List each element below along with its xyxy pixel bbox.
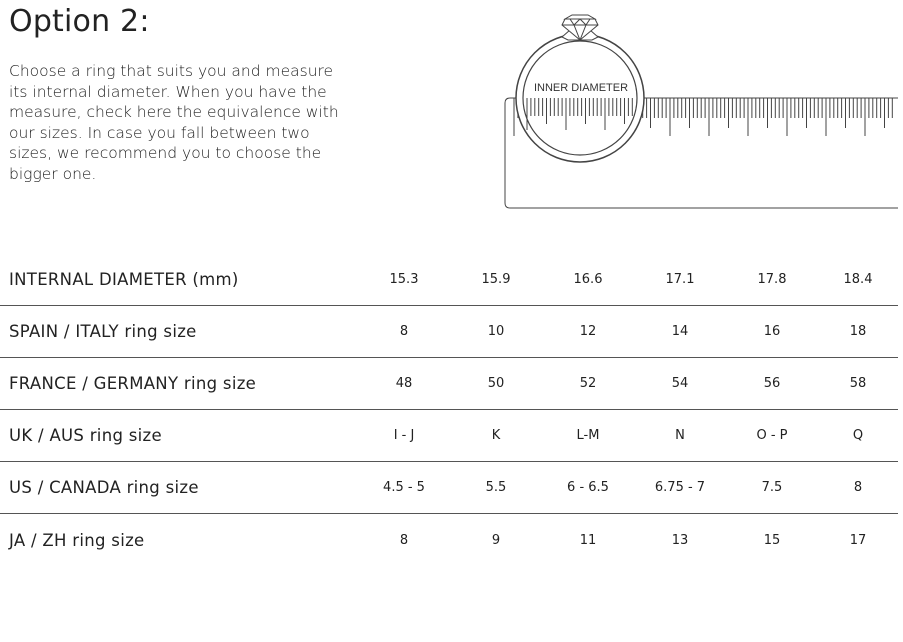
- size-cell: I - J: [358, 410, 450, 462]
- row-label: US / CANADA ring size: [0, 462, 358, 514]
- size-cell: Q: [818, 410, 898, 462]
- size-cell: 8: [358, 306, 450, 358]
- size-cell: K: [450, 410, 542, 462]
- row-label: INTERNAL DIAMETER (mm): [0, 254, 358, 306]
- size-cell: 8: [399, 532, 409, 548]
- size-cell: O - P: [726, 410, 818, 462]
- size-cell: 17.1: [634, 254, 726, 306]
- ring-size-table: [0, 254, 898, 566]
- size-cell: 52: [542, 358, 634, 410]
- ring-measure-illustration: [500, 10, 900, 210]
- page-title: Option 2:: [9, 4, 150, 39]
- size-cell: 15.9: [450, 254, 542, 306]
- size-cell: 16: [726, 306, 818, 358]
- table-row: [0, 462, 898, 514]
- diamond-icon: [562, 15, 598, 40]
- row-label: JA / ZH ring size: [9, 530, 145, 550]
- size-cell: 18.4: [818, 254, 898, 306]
- size-cell: 4.5 - 5: [358, 462, 450, 514]
- inner-diameter-label: INNER DIAMETER: [533, 82, 629, 94]
- table-row: [0, 410, 898, 462]
- size-cell: 58: [818, 358, 898, 410]
- size-cell: 14: [634, 306, 726, 358]
- instructions-text: Choose a ring that suits you and measure its internal diameter. When you have the measure, check here the equivalence with our sizes. In case you fall between two sizes, we recommend you to choose the bigger one.: [9, 62, 339, 183]
- row-label: SPAIN / ITALY ring size: [0, 306, 358, 358]
- size-cell: 15.3: [358, 254, 450, 306]
- size-cell: 12: [542, 306, 634, 358]
- size-cell: N: [634, 410, 726, 462]
- size-cell: 13: [671, 532, 689, 548]
- table-row: [0, 514, 898, 567]
- size-cell: 15: [763, 532, 781, 548]
- size-cell: 17: [849, 532, 867, 548]
- size-cell: 50: [450, 358, 542, 410]
- size-cell: 54: [634, 358, 726, 410]
- table-row: [0, 358, 898, 410]
- table-row: [0, 254, 898, 306]
- size-cell: 8: [818, 462, 898, 514]
- table-row: [0, 306, 898, 358]
- size-cell: 6 - 6.5: [542, 462, 634, 514]
- size-cell: 9: [491, 532, 501, 548]
- row-label: FRANCE / GERMANY ring size: [0, 358, 358, 410]
- size-cell: 10: [450, 306, 542, 358]
- size-cell: 5.5: [450, 462, 542, 514]
- size-cell: 6.75 - 7: [634, 462, 726, 514]
- size-cell: 17.8: [726, 254, 818, 306]
- size-cell: L-M: [542, 410, 634, 462]
- size-cell: 7.5: [726, 462, 818, 514]
- ring-icon: [516, 34, 644, 162]
- size-cell: 18: [818, 306, 898, 358]
- row-label: UK / AUS ring size: [0, 410, 358, 462]
- size-cell: 16.6: [542, 254, 634, 306]
- size-cell: 56: [726, 358, 818, 410]
- size-cell: 48: [358, 358, 450, 410]
- size-cell: 11: [579, 532, 597, 548]
